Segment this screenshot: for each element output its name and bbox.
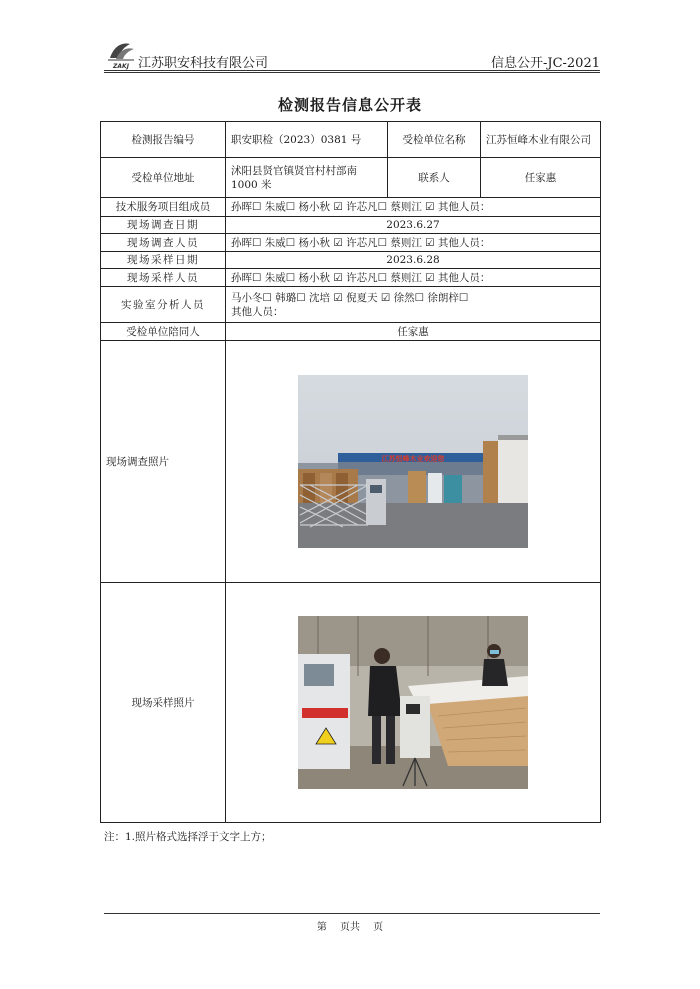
table-row [101, 198, 601, 217]
address-label: 受检单位地址 [101, 158, 226, 198]
page-header [104, 38, 600, 72]
lab-value [226, 287, 601, 323]
sampling-photo-cell [226, 583, 601, 823]
escort-label: 受检单位陪同人 [101, 323, 226, 341]
table-row [101, 158, 601, 198]
lab-label: 实验室分析人员 [101, 287, 226, 323]
table-row [101, 217, 601, 234]
company-name: 江苏职安科技有限公司 [138, 56, 269, 71]
page-number: 第 页共 页 [316, 922, 384, 933]
survey-photo [298, 375, 528, 548]
lab-line-2: 其他人员： [231, 305, 284, 318]
client-value: 江苏恒峰木业有限公司 [481, 122, 601, 158]
table-row [101, 323, 601, 341]
report-no-label: 检测报告编号 [101, 122, 226, 158]
samplers-label: 现场采样人员 [101, 269, 226, 287]
footnote: 注：1.照片格式选择浮于文字上方； [104, 831, 272, 843]
table-row [101, 122, 601, 158]
surveyors-value: 孙晖☐ 朱威☐ 杨小秋 ☑ 许芯凡☐ 蔡则江 ☑ 其他人员： [226, 234, 601, 252]
header-rule [104, 70, 600, 71]
table-row [101, 252, 601, 269]
contact-value: 任家惠 [481, 158, 601, 198]
table-row [101, 269, 601, 287]
team-label: 技术服务项目组成员 [101, 198, 226, 217]
page-title: 检测报告信息公开表 [277, 96, 422, 114]
table-row [101, 287, 601, 323]
survey-date-label: 现场调查日期 [101, 217, 226, 234]
table-row [101, 341, 601, 583]
contact-label: 联系人 [388, 158, 481, 198]
client-label: 受检单位名称 [388, 122, 481, 158]
address-value: 沭阳县贤官镇贤官村村部南 1000 米 [226, 158, 388, 198]
surveyors-label: 现场调查人员 [101, 234, 226, 252]
survey-date-value: 2023.6.27 [226, 217, 601, 234]
sampling-date-value: 2023.6.28 [226, 252, 601, 269]
lab-line-1: 马小冬☐ 韩璐☐ 沈培 ☑ 倪夏天 ☑ 徐然☐ 徐朗梓☐ [231, 291, 469, 304]
info-table [100, 121, 601, 823]
document-code: 信息公开-JC-2021 [490, 56, 600, 71]
footer-rule [104, 913, 600, 914]
logo-text: ZAKJ [113, 63, 129, 70]
team-value: 孙晖☐ 朱威☐ 杨小秋 ☑ 许芯凡☐ 蔡则江 ☑ 其他人员： [226, 198, 601, 217]
sampling-photo-label: 现场采样照片 [101, 583, 226, 823]
escort-value: 任家惠 [226, 323, 601, 341]
survey-photo-cell [226, 341, 601, 583]
sampling-photo [298, 616, 528, 789]
table-row [101, 234, 601, 252]
sampling-date-label: 现场采样日期 [101, 252, 226, 269]
factory-sign-text: 江苏恒峰木业欢迎您 [381, 455, 445, 463]
company-logo [104, 38, 138, 70]
samplers-value: 孙晖☐ 朱威☐ 杨小秋 ☑ 许芯凡☐ 蔡则江 ☑ 其他人员： [226, 269, 601, 287]
report-no-value: 职安职检（2023）0381 号 [226, 122, 388, 158]
table-row [101, 583, 601, 823]
survey-photo-label: 现场调查照片 [101, 341, 226, 583]
header-rule-2 [104, 72, 600, 73]
